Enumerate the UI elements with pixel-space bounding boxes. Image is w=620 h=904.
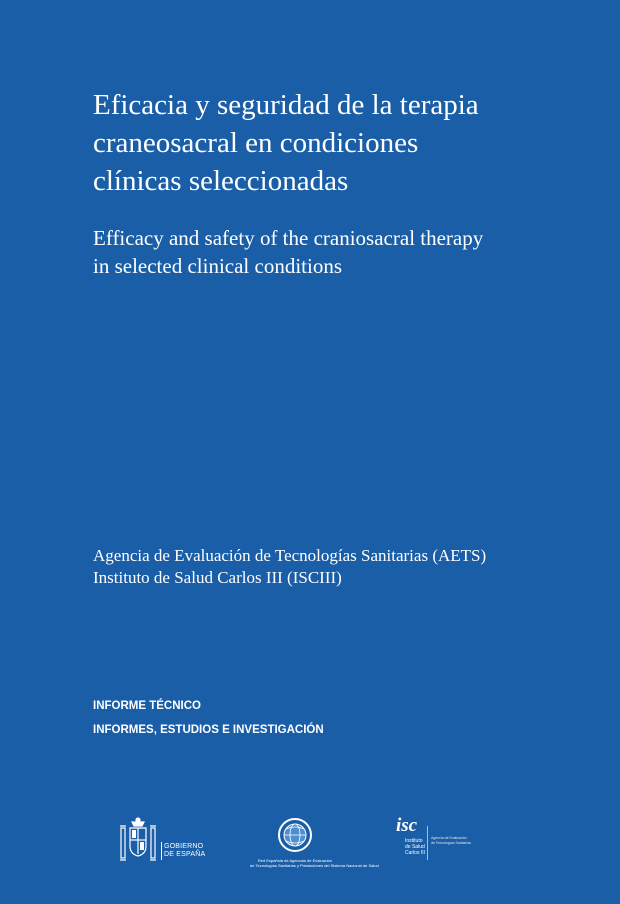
series-block (93, 694, 493, 742)
title-spanish-line: Eficacia y seguridad de la terapia (93, 89, 479, 121)
coat-of-arms-icon (118, 816, 158, 866)
globe-icon (276, 816, 314, 854)
isciii-logo (393, 816, 493, 872)
red-line: de Tecnologías Sanitarias y Prestaciones del Sistema Nacional de Salud (250, 863, 379, 868)
isciii-line: Instituto (405, 838, 423, 844)
isciii-text (405, 838, 425, 856)
title-english (93, 224, 563, 280)
divider (427, 826, 428, 860)
isciii-agency-line: Agencia de Evaluación (431, 836, 467, 840)
gobierno-logo (118, 816, 228, 866)
isciii-line: Carlos III (405, 850, 426, 856)
isciii-agency-line: de Tecnologías Sanitarias (431, 840, 472, 845)
report-type: INFORME TÉCNICO (93, 700, 201, 712)
isc-mark: isc (396, 815, 418, 836)
gobierno-text (164, 843, 205, 859)
isciii-line: de Salud (405, 844, 425, 850)
institute-name: Instituto de Salud Carlos III (ISCIII) (93, 568, 342, 587)
publisher-block (93, 545, 563, 589)
logo-strip (0, 808, 620, 868)
gobierno-line: GOBIERNO (164, 843, 204, 850)
isciii-agency-text (431, 836, 471, 845)
title-spanish-line: craneosacral en condiciones (93, 127, 419, 159)
red-line: Red Española de Agencias de Evaluación (257, 858, 333, 863)
red-text (250, 858, 379, 868)
divider (161, 842, 162, 860)
title-english-line: Efficacy and safety of the craniosacral therapy (93, 226, 484, 250)
title-english-line: in selected clinical conditions (93, 254, 343, 278)
red-agencias-logo (250, 816, 379, 872)
title-spanish (93, 86, 563, 200)
gobierno-line: DE ESPAÑA (164, 851, 206, 858)
agency-name: Agencia de Evaluación de Tecnologías Sanitarias (AETS) (93, 546, 487, 565)
series-name: INFORMES, ESTUDIOS E INVESTIGACIÓN (93, 724, 324, 736)
title-spanish-line: clínicas seleccionadas (93, 165, 349, 197)
